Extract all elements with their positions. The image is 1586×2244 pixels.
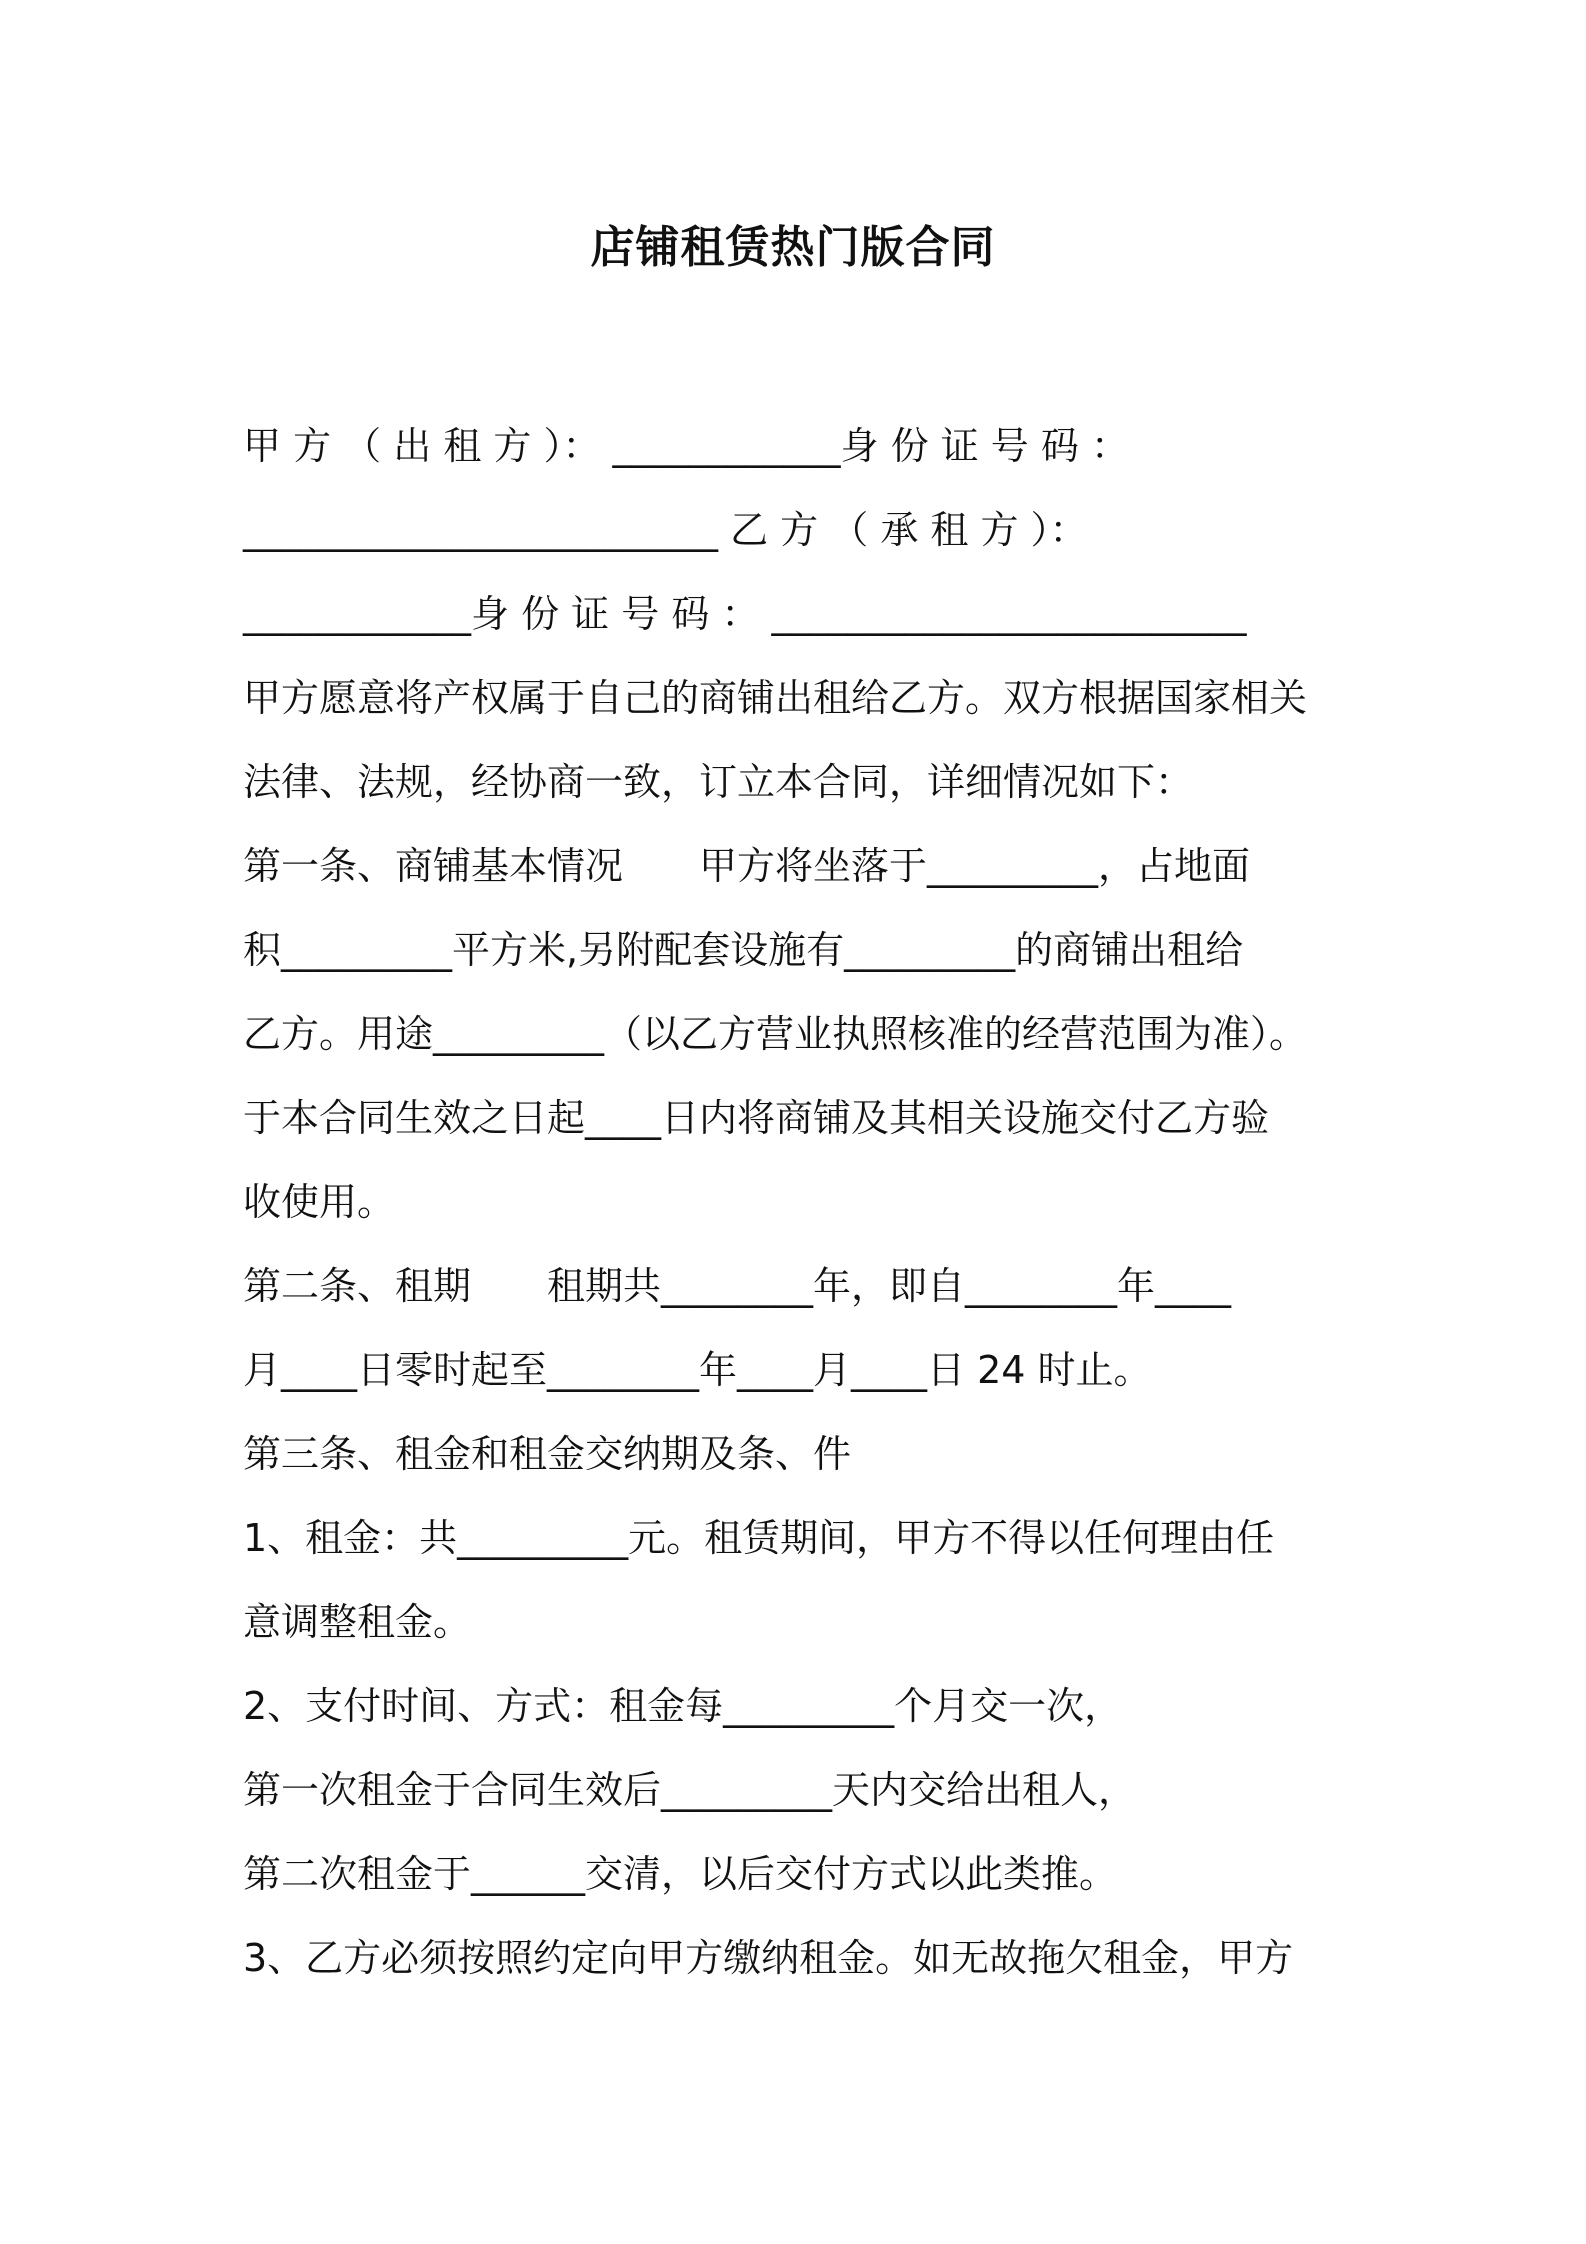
article-1-line: 于本合同生效之日起____日内将商铺及其相关设施交付乙方验 <box>243 1096 1270 1140</box>
paragraph-line: 甲方愿意将产权属于自己的商铺出租给乙方。双方根据国家相关 <box>243 676 1308 720</box>
obligation-clause-line: 3、乙方必须按照约定向甲方缴纳租金。如无故拖欠租金，甲方 <box>243 1936 1294 1980</box>
contract-body <box>243 404 1355 2000</box>
article-1-line: 积_________平方米,另附配套设施有_________的商铺出租给 <box>243 928 1244 972</box>
party-b-line: _________________________ 乙 方 （ 承 租 方 ）： <box>243 508 1088 552</box>
payment-clause-line: 第二次租金于______交清，以后交付方式以此类推。 <box>243 1852 1118 1896</box>
document-title: 店铺租赁热门版合同 <box>590 222 996 273</box>
party-b-id-line: ____________身 份 证 号 码 ： _________________________ <box>243 592 1247 636</box>
payment-clause-line: 第一次租金于合同生效后_________天内交给出租人， <box>243 1768 1137 1812</box>
article-2-line: 第二条、租期 租期共________年，即自________年____ <box>243 1264 1232 1308</box>
article-3-heading: 第三条、租金和租金交纳期及条、件 <box>243 1432 852 1476</box>
article-1-line: 第一条、商铺基本情况 甲方将坐落于_________，占地面 <box>243 844 1251 888</box>
paragraph-line: 法律、法规，经协商一致，订立本合同，详细情况如下： <box>243 760 1194 804</box>
rent-clause-line: 1、租金：共_________元。租赁期间，甲方不得以任何理由任 <box>243 1516 1275 1560</box>
article-2-line: 月____日零时起至________年____月____日 24 时止。 <box>243 1348 1152 1392</box>
article-1-line: 收使用。 <box>243 1180 396 1224</box>
party-a-line: 甲 方 （ 出 租 方 ）： ____________身 份 证 号 码 ： <box>243 424 1129 468</box>
article-1-line: 乙方。用途_________（以乙方营业执照核准的经营范围为准）。 <box>243 1012 1308 1056</box>
payment-clause-line: 2、支付时间、方式：租金每_________个月交一次， <box>243 1684 1123 1728</box>
rent-clause-line: 意调整租金。 <box>243 1600 472 1644</box>
